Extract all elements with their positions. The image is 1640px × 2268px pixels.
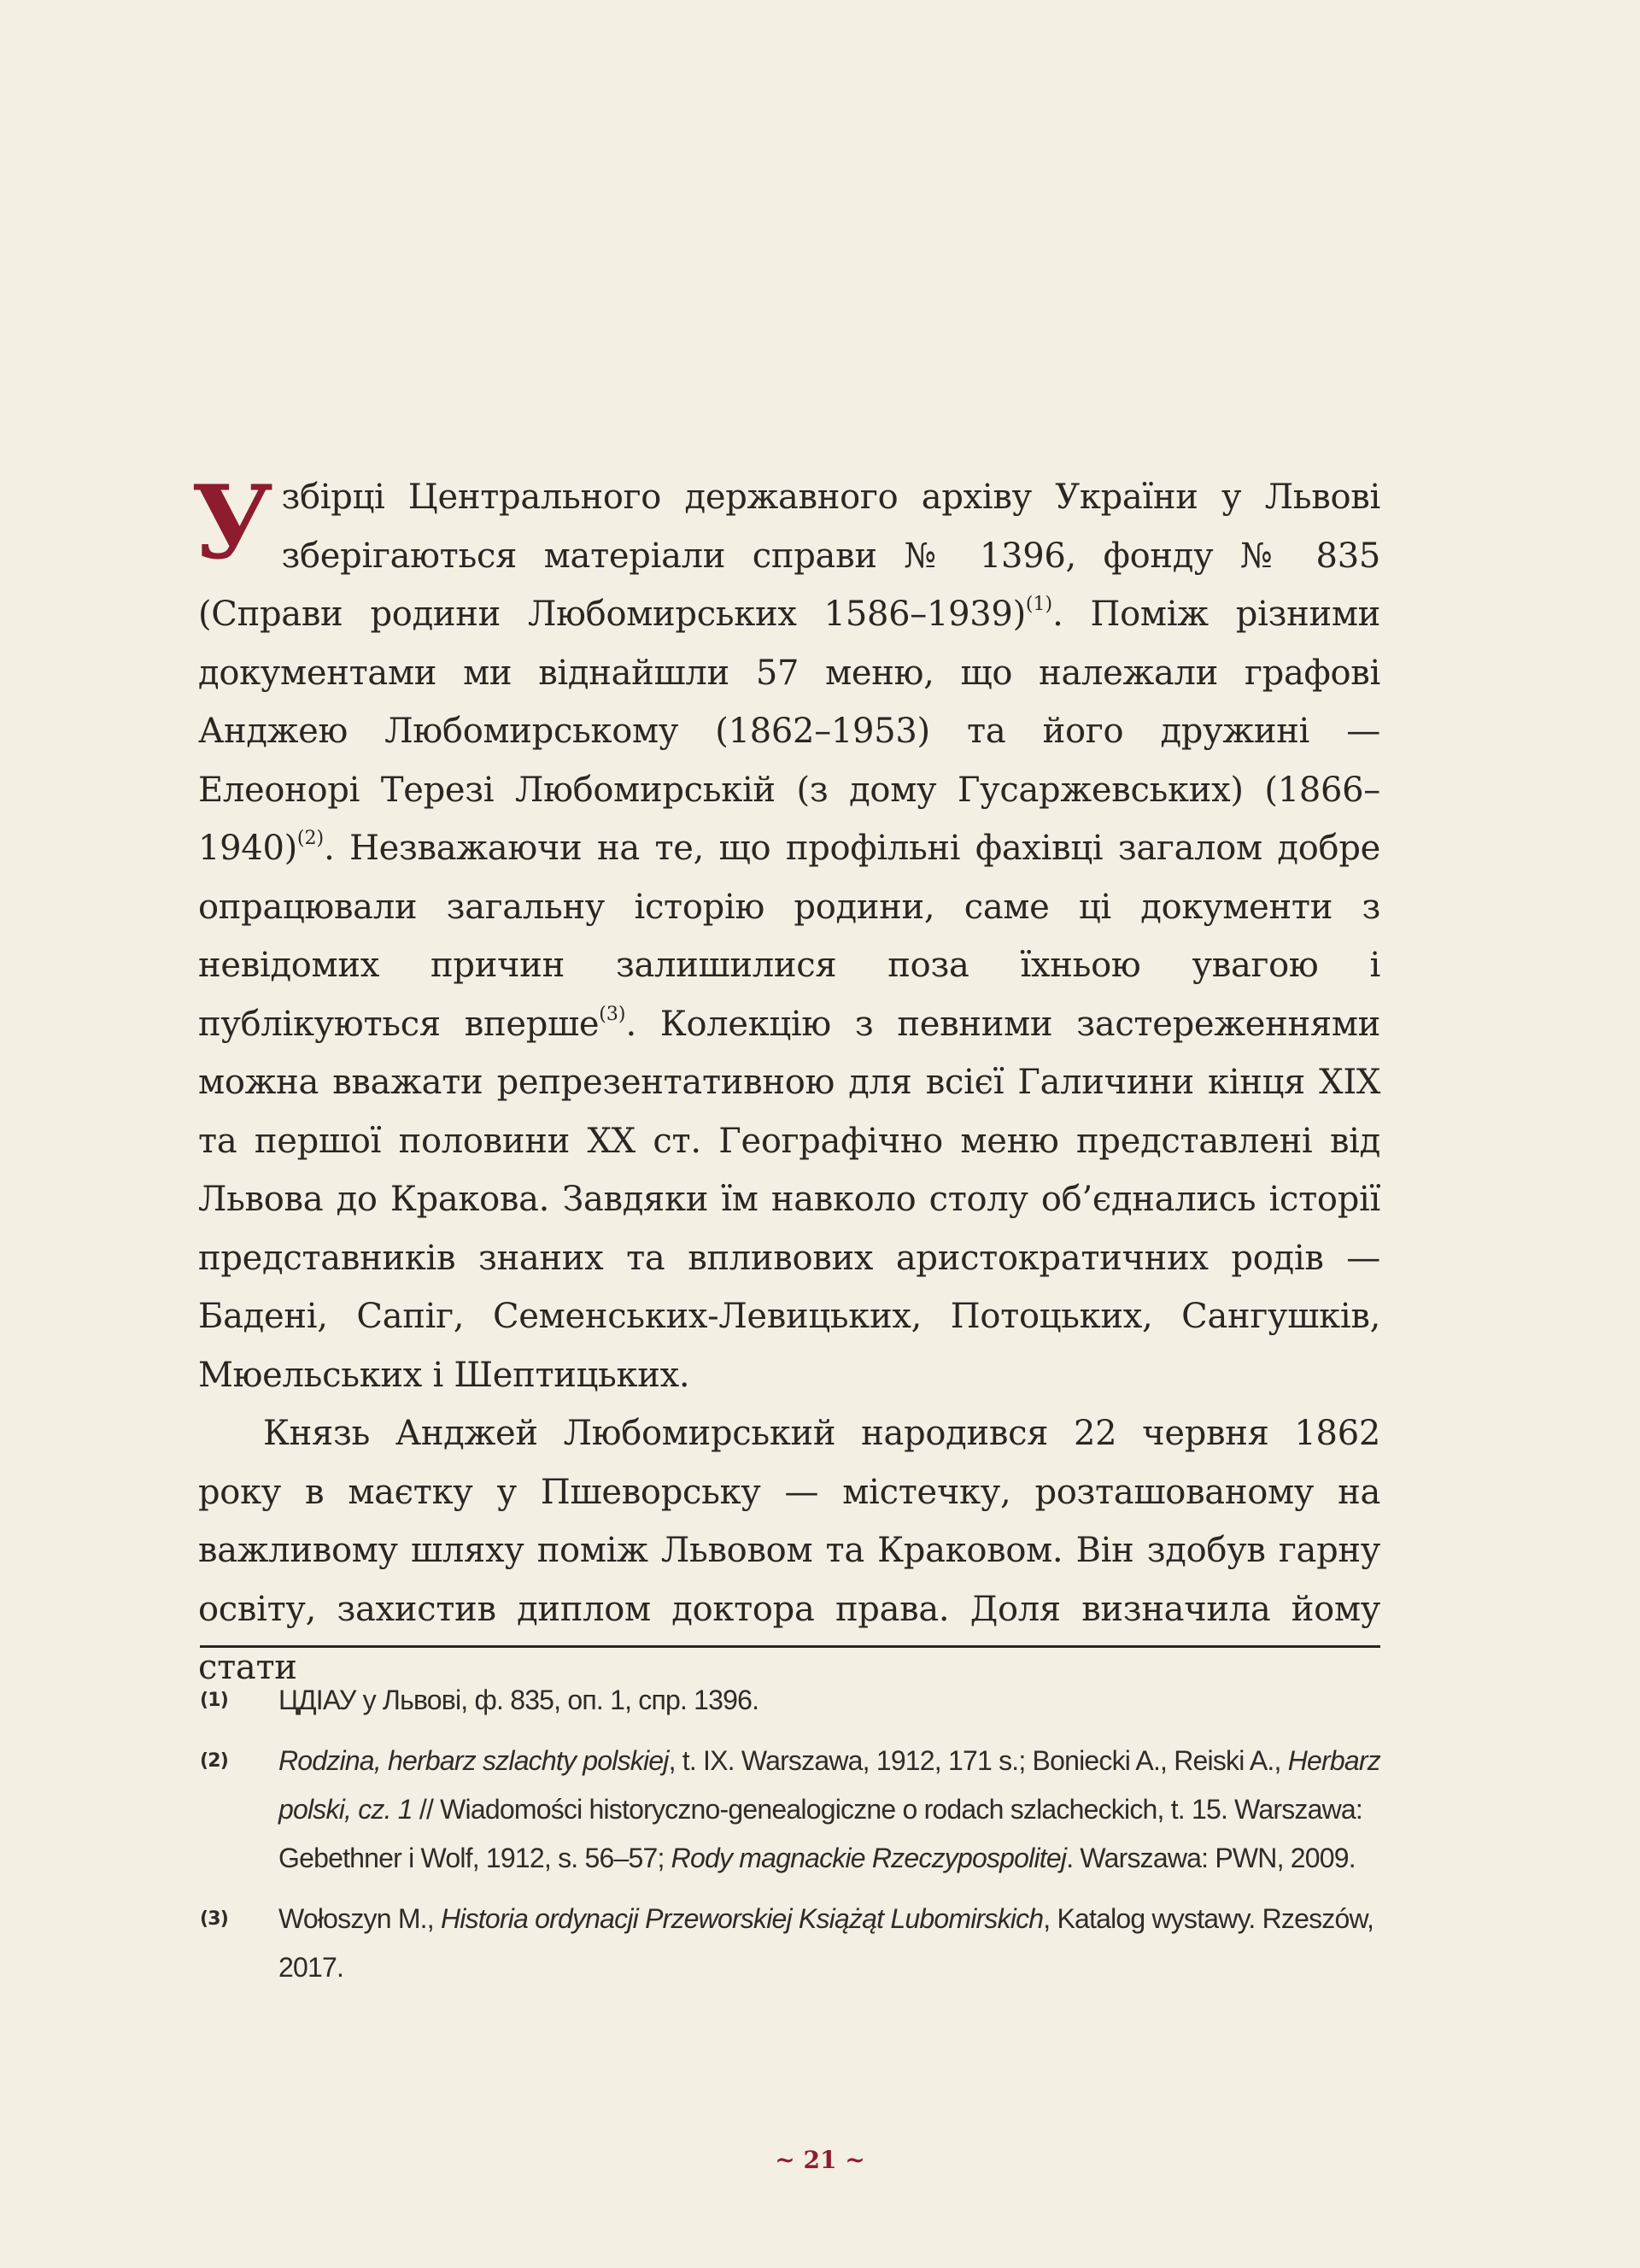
drop-cap: У: [191, 463, 273, 582]
paragraph-1-text-d: . Колекцію з певними застереженнями можна вважати репрезентативною для всієї Галичини кінця XIX та першої половини XX ст. Географічно меню представлені від Львова до Кракова. Завдяки їм навколо столу об’єднались історії представників знаних та впливових аристократичних родів — Бадені, Сапіг, Семенських-Левицьких, Потоцьких, Сангушків, Мюельських і Шептицьких.: [198, 1004, 1380, 1395]
footnote-3: [200, 1895, 1380, 1992]
footnote-text: , Katalog wystawy. Rzeszów, 2017.: [278, 1903, 1374, 1983]
footnote-1: [200, 1676, 1380, 1725]
paragraph-1-text-c: . Незважаючи на те, що профільні фахівці загалом добре опрацювали загальну історію родини, саме ці документи з невідомих причин залишилися поза їхньою увагою і публікуються вперше: [198, 829, 1380, 1044]
main-text: [191, 463, 1381, 1697]
footnote-ref-3[interactable]: (3): [599, 1003, 626, 1025]
footnote-title: Rody magnackie Rzeczypospolitej: [671, 1843, 1067, 1873]
page-number: ~ 21 ~: [775, 2146, 865, 2174]
footnote-divider: [200, 1645, 1380, 1648]
footnote-title: Rodzina, herbarz szlachty polskiej: [278, 1745, 669, 1776]
footnote-text: ЦДІАУ у Львові, ф. 835, оп. 1, спр. 1396.: [278, 1685, 759, 1715]
paragraph-1: [191, 463, 1381, 1404]
footnote-text: . Warszawa: PWN, 2009.: [1066, 1843, 1356, 1873]
footnote-text: // Wiadomości historyczno-genealogiczne o rodach szlacheckich, t. 15. Warszawa: Gebethner i Wolf, 1912, s. 56–57;: [278, 1794, 1363, 1873]
footnote-2: [200, 1737, 1380, 1883]
footnote-ref-2[interactable]: (2): [296, 828, 325, 849]
footnote-text: Wołoszyn M.,: [278, 1903, 441, 1934]
footnote-mark: (3): [200, 1908, 229, 1930]
paragraph-1-text-b: . Поміж різними документами ми віднайшли 57 меню, що належали графові Анджею Любомирському (1862–1953) та його дружині — Елеонорі Терезі Любомирській (з дому Гусаржевських) (1866–1940): [198, 595, 1381, 868]
paragraph-1-text-a: збірці Центрального державного архіву України у Львові зберігаються матеріали справи № 1396, фонду № 835 (Справи родини Любомирських 1586–1939): [198, 478, 1380, 634]
footnote-ref-1[interactable]: (1): [1025, 594, 1053, 615]
footnotes: [200, 1676, 1380, 2004]
paragraph-2: Князь Анджей Любомирський народився 22 червня 1862 року в маєтку у Пшеворську — містечку, розташованому на важливому шляху поміж Львовом та Краковом. Він здобув гарну освіту, захистив диплом доктора права. Доля визначила йому стати: [198, 1414, 1380, 1687]
footnote-mark: (2): [200, 1750, 229, 1772]
footnote-mark: (1): [200, 1690, 229, 1711]
footnote-title: Herbarz polski, cz. 1: [278, 1745, 1380, 1825]
footnote-text: , t. IX. Warszawa, 1912, 171 s.; Boniecki A., Reiski A.,: [668, 1745, 1288, 1776]
footnote-title: Historia ordynacji Przeworskiej Książąt Lubomirskich: [440, 1903, 1044, 1934]
